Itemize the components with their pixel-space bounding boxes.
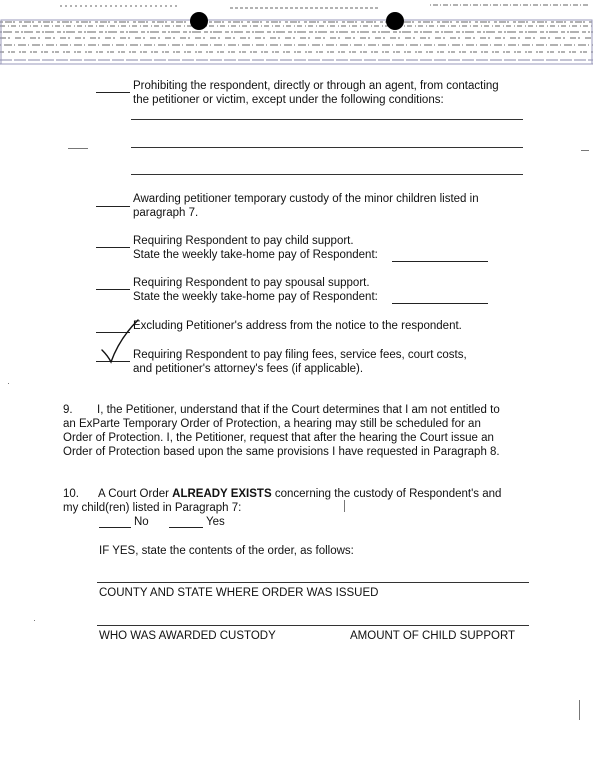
- item10-line1: [98, 487, 501, 501]
- conditions-line-2[interactable]: [131, 147, 523, 148]
- prohibit-blank[interactable]: [96, 92, 130, 93]
- scan-speck: [581, 150, 589, 151]
- spousal-support-pay-field[interactable]: [392, 303, 488, 304]
- custody-blank[interactable]: [96, 206, 130, 207]
- spousal-support-blank[interactable]: [96, 289, 130, 290]
- fees-text-line1: Requiring Respondent to pay filing fees, service fees, court costs,: [133, 349, 467, 361]
- custody-text-line2: paragraph 7.: [133, 207, 199, 219]
- fees-text-line2: and petitioner's attorney's fees (if applicable).: [133, 363, 364, 375]
- item9-line1: I, the Petitioner, understand that if the Court determines that I am not entitled to: [97, 404, 500, 416]
- awarded-custody-label: WHO WAS AWARDED CUSTODY: [99, 630, 276, 642]
- child-support-amount-label: AMOUNT OF CHILD SUPPORT: [350, 630, 516, 642]
- yes-blank[interactable]: [169, 527, 203, 528]
- already-exists-emphasis: ALREADY EXISTS: [172, 488, 272, 500]
- yes-label: Yes: [206, 516, 225, 528]
- no-label: No: [134, 516, 149, 528]
- scan-speck: [344, 500, 345, 512]
- item10-number: 10.: [63, 488, 79, 500]
- county-state-field[interactable]: [97, 582, 529, 583]
- child-support-blank[interactable]: [96, 247, 130, 248]
- hole-punch-right: [386, 12, 404, 30]
- prohibit-text-line1: Prohibiting the respondent, directly or through an agent, from contacting: [133, 80, 499, 92]
- spousal-support-text-line1: Requiring Respondent to pay spousal support.: [133, 277, 370, 289]
- spousal-support-text-line2: State the weekly take-home pay of Respondent:: [133, 291, 378, 303]
- child-support-text-line1: Requiring Respondent to pay child support.: [133, 235, 354, 247]
- scan-speck: [579, 700, 580, 720]
- item10-line1-suffix: concerning the custody of Respondent's and: [271, 488, 502, 500]
- exclude-address-text: Excluding Petitioner's address from the notice to the respondent.: [133, 320, 462, 332]
- no-blank[interactable]: [99, 527, 131, 528]
- conditions-line-1[interactable]: [131, 119, 523, 120]
- item10-line1-prefix: A Court Order: [98, 488, 173, 500]
- custody-text-line1: Awarding petitioner temporary custody of the minor children listed in: [133, 193, 479, 205]
- item9-number: 9.: [63, 404, 73, 416]
- item10-line2: my child(ren) listed in Paragraph 7:: [63, 502, 242, 514]
- item9-line2: an ExParte Temporary Order of Protection, a hearing may still be scheduled for an: [63, 418, 481, 430]
- custody-support-field[interactable]: [97, 625, 529, 626]
- item9-line4: Order of Protection based upon the same provisions I have requested in Paragraph 8.: [63, 446, 500, 458]
- prohibit-text-line2: the petitioner or victim, except under the following conditions:: [133, 94, 444, 106]
- if-yes-instruction: IF YES, state the contents of the order, as follows:: [99, 545, 354, 557]
- child-support-pay-field[interactable]: [392, 261, 488, 262]
- scan-speck: [8, 383, 9, 384]
- item9-line3: Order of Protection. I, the Petitioner, request that after the hearing the Court issue an: [63, 432, 494, 444]
- conditions-line-3[interactable]: [131, 174, 523, 175]
- county-state-label: COUNTY AND STATE WHERE ORDER WAS ISSUED: [99, 587, 379, 599]
- fax-header-noise: [0, 0, 593, 70]
- child-support-text-line2: State the weekly take-home pay of Respondent:: [133, 249, 378, 261]
- hole-punch-left: [190, 12, 208, 30]
- scan-speck: [34, 620, 35, 621]
- scan-speck: [68, 148, 88, 149]
